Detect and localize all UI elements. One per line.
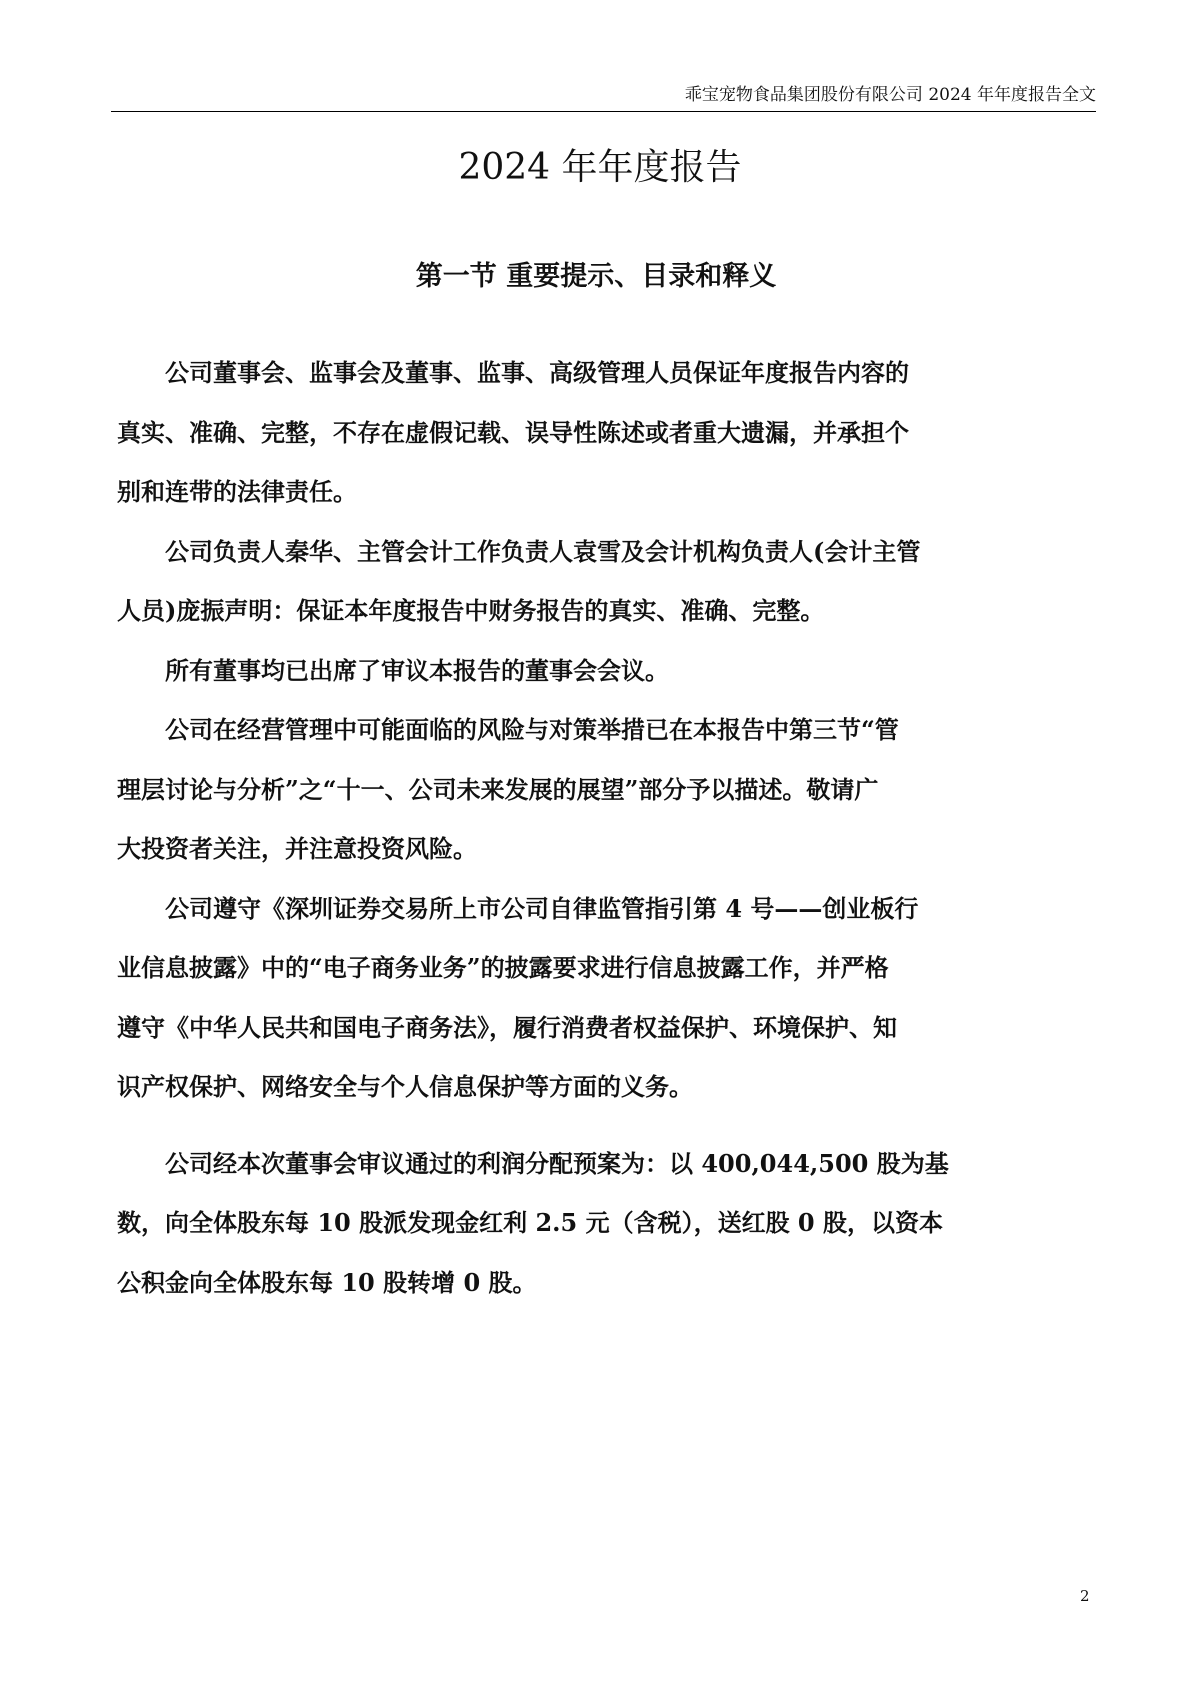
text-line: 人员)庞振声明：保证本年度报告中财务报告的真实、准确、完整。: [117, 596, 825, 625]
document-body: [117, 343, 1077, 1312]
text-line: 理层讨论与分析”之“十一、公司未来发展的展望”部分予以描述。敬请广: [117, 774, 879, 804]
paragraph-ecommerce-compliance: [117, 879, 1077, 1117]
text-line: 别和连带的法律责任。: [117, 477, 357, 506]
text-line: 公司董事会、监事会及董事、监事、高级管理人员保证年度报告内容的: [165, 358, 909, 387]
text-line: 公司负责人秦华、主管会计工作负责人袁雪及会计机构负责人(会计主管: [165, 536, 921, 566]
text-line: 识产权保护、网络安全与个人信息保护等方面的义务。: [117, 1072, 693, 1101]
paragraph-profit-distribution: [117, 1134, 1077, 1313]
document-title: 2024 年年度报告: [458, 147, 742, 188]
text-line: 所有董事均已出席了审议本报告的董事会会议。: [165, 655, 669, 685]
text-line: 业信息披露》中的“电子商务业务”的披露要求进行信息披露工作，并严格: [117, 953, 889, 982]
header-divider: [111, 111, 1096, 112]
section-heading: 第一节 重要提示、目录和释义: [415, 261, 777, 292]
running-header: 乖宝宠物食品集团股份有限公司 2024 年年度报告全文: [684, 85, 1096, 105]
page-number: 2: [1080, 1587, 1090, 1605]
text-line: 数，向全体股东每 10 股派发现金红利 2.5 元（含税），送红股 0 股，以资本: [117, 1208, 943, 1237]
text-line: 公积金向全体股东每 10 股转增 0 股。: [117, 1267, 537, 1297]
text-line: 公司遵守《深圳证券交易所上市公司自律监管指引第 4 号——创业板行: [165, 893, 919, 923]
paragraph-board-attendance: [117, 641, 1077, 701]
text-line: 遵守《中华人民共和国电子商务法》，履行消费者权益保护、环境保护、知: [117, 1012, 897, 1042]
paragraph-financial-statement-declaration: [117, 522, 1077, 641]
text-line: 真实、准确、完整，不存在虚假记载、误导性陈述或者重大遗漏，并承担个: [117, 417, 909, 447]
text-line: 大投资者关注，并注意投资风险。: [117, 834, 477, 863]
text-line: 公司在经营管理中可能面临的风险与对策举措已在本报告中第三节“管: [165, 715, 899, 744]
paragraph-risk-notice: [117, 700, 1077, 879]
paragraph-responsibility-statement: [117, 343, 1077, 522]
text-line: 公司经本次董事会审议通过的利润分配预案为：以 400,044,500 股为基: [165, 1148, 949, 1178]
